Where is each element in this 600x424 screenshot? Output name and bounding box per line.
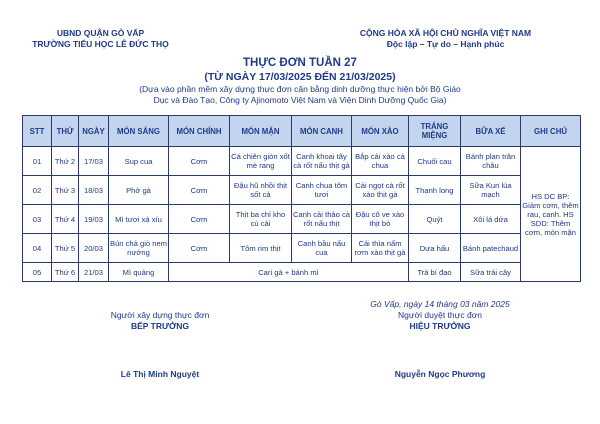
place-date: Gò Vấp, ngày 14 tháng 03 năm 2025 <box>370 299 510 309</box>
menu-table <box>22 115 581 282</box>
right-signer-title: HIỆU TRƯỞNG <box>409 321 471 331</box>
col-header: MÓN CHÍNH <box>169 116 230 147</box>
cell-bua-xe: Sữa Kun lúa mạch <box>461 176 521 205</box>
cell-bua-xe: Bánh patechaud <box>461 234 521 263</box>
cell-mon-canh: Canh chua tôm tươi <box>292 176 352 205</box>
cell-stt: 05 <box>23 263 52 282</box>
table-row <box>23 234 581 263</box>
col-header: STT <box>23 116 52 147</box>
table-row <box>23 205 581 234</box>
cell-mon-man: Đậu hũ nhồi thịt sốt cà <box>230 176 292 205</box>
table-header-row <box>23 116 581 147</box>
col-header: THỨ <box>52 116 79 147</box>
cell-mon-chinh: Cơm <box>169 176 230 205</box>
col-header: MÓN CANH <box>292 116 352 147</box>
cell-thu: Thứ 5 <box>52 234 79 263</box>
cell-ngay: 18/03 <box>79 176 109 205</box>
national-title: CỘNG HÒA XÃ HỘI CHỦ NGHĨA VIỆT NAM <box>359 28 532 38</box>
col-header: MÓN MẶN <box>230 116 292 147</box>
table-row <box>23 176 581 205</box>
school-name: TRƯỜNG TIỂU HỌC LÊ ĐỨC THỌ <box>32 39 169 49</box>
cell-mon-sang: Phở gà <box>109 176 169 205</box>
source-note-line2: Dục và Đào Tạo, Công ty Ajinomoto Việt Nam và Viện Dinh Dưỡng Quốc Gia) <box>153 95 447 105</box>
cell-thu: Thứ 6 <box>52 263 79 282</box>
cell-mon-sang: Sup cua <box>109 147 169 176</box>
cell-ngay: 20/03 <box>79 234 109 263</box>
cell-mon-man: Cá chiên giòn xốt mè rang <box>230 147 292 176</box>
cell-thu: Thứ 3 <box>52 176 79 205</box>
cell-mon-canh: Canh bầu nấu cua <box>292 234 352 263</box>
cell-trang-mieng: Chuối cau <box>409 147 461 176</box>
source-note <box>100 84 500 106</box>
cell-stt: 01 <box>23 147 52 176</box>
cell-mon-xao: Đậu cô ve xào thịt bò <box>352 205 409 234</box>
cell-mon-man: Thịt ba chỉ kho củ cải <box>230 205 292 234</box>
cell-mon-xao: Cải thìa nấm rơm xào thịt gà <box>352 234 409 263</box>
cell-mon-sang: Bún chả giò nem nướng <box>109 234 169 263</box>
cell-stt: 04 <box>23 234 52 263</box>
date-range: (TỪ NGÀY 17/03/2025 ĐẾN 21/03/2025) <box>204 71 396 83</box>
cell-mon-chinh: Cơm <box>169 205 230 234</box>
cell-mon-chinh: Cơm <box>169 234 230 263</box>
cell-ngay: 19/03 <box>79 205 109 234</box>
cell-trang-mieng: Quýt <box>409 205 461 234</box>
national-motto: Độc lập – Tự do – Hạnh phúc <box>386 39 505 49</box>
source-note-line1: (Dựa vào phần mềm xây dựng thực đơn cân bằng dinh dưỡng thực hiện bởi Bộ Giáo <box>139 84 461 94</box>
cell-mon-canh: Canh khoai tây cà rốt nấu thịt gà <box>292 147 352 176</box>
col-header: NGÀY <box>79 116 109 147</box>
left-signer-title: BẾP TRƯỞNG <box>130 321 190 331</box>
cell-bua-xe: Xôi lá dứa <box>461 205 521 234</box>
cell-merged-main: Cari gà + bánh mì <box>169 263 409 282</box>
col-header: GHI CHÚ <box>521 116 581 147</box>
cell-stt: 02 <box>23 176 52 205</box>
district-name: UBND QUẬN GÒ VẤP <box>56 28 145 38</box>
left-signer-role: Người xây dựng thực đơn <box>110 310 210 320</box>
right-signer-role: Người duyệt thực đơn <box>398 310 482 320</box>
cell-ngay: 21/03 <box>79 263 109 282</box>
cell-mon-canh: Canh cải thảo cà rốt nấu thịt <box>292 205 352 234</box>
cell-bua-xe: Sữa trái cây <box>461 263 521 282</box>
cell-thu: Thứ 2 <box>52 147 79 176</box>
table-row <box>23 147 581 176</box>
col-header: MÓN XÀO <box>352 116 409 147</box>
cell-trang-mieng: Dưa hấu <box>409 234 461 263</box>
col-header: MÓN SÁNG <box>109 116 169 147</box>
cell-mon-man: Tôm rim thịt <box>230 234 292 263</box>
col-header: BỮA XẾ <box>461 116 521 147</box>
cell-mon-sang: Mì quảng <box>109 263 169 282</box>
cell-bua-xe: Bánh plan trân châu <box>461 147 521 176</box>
left-signer-name: Lê Thị Minh Nguyệt <box>120 369 200 379</box>
cell-mon-xao: Bắp cải xào cà chua <box>352 147 409 176</box>
cell-ghi-chu: HS DC BP: Giảm cơm, thêm rau, canh. HS SDD: Thêm cơm, món mặn <box>521 147 581 282</box>
right-signer-name: Nguyễn Ngọc Phương <box>394 369 486 379</box>
cell-trang-mieng: Thanh long <box>409 176 461 205</box>
cell-ngay: 17/03 <box>79 147 109 176</box>
cell-mon-xao: Cải ngọt cà rốt xào thịt gà <box>352 176 409 205</box>
cell-trang-mieng: Trà bí đao <box>409 263 461 282</box>
cell-mon-chinh: Cơm <box>169 147 230 176</box>
page-title: THỰC ĐƠN TUẦN 27 <box>243 57 357 69</box>
cell-mon-sang: Mì tươi xá xíu <box>109 205 169 234</box>
cell-stt: 03 <box>23 205 52 234</box>
table-row <box>23 263 581 282</box>
col-header: TRÁNG MIỆNG <box>409 116 461 147</box>
cell-thu: Thứ 4 <box>52 205 79 234</box>
